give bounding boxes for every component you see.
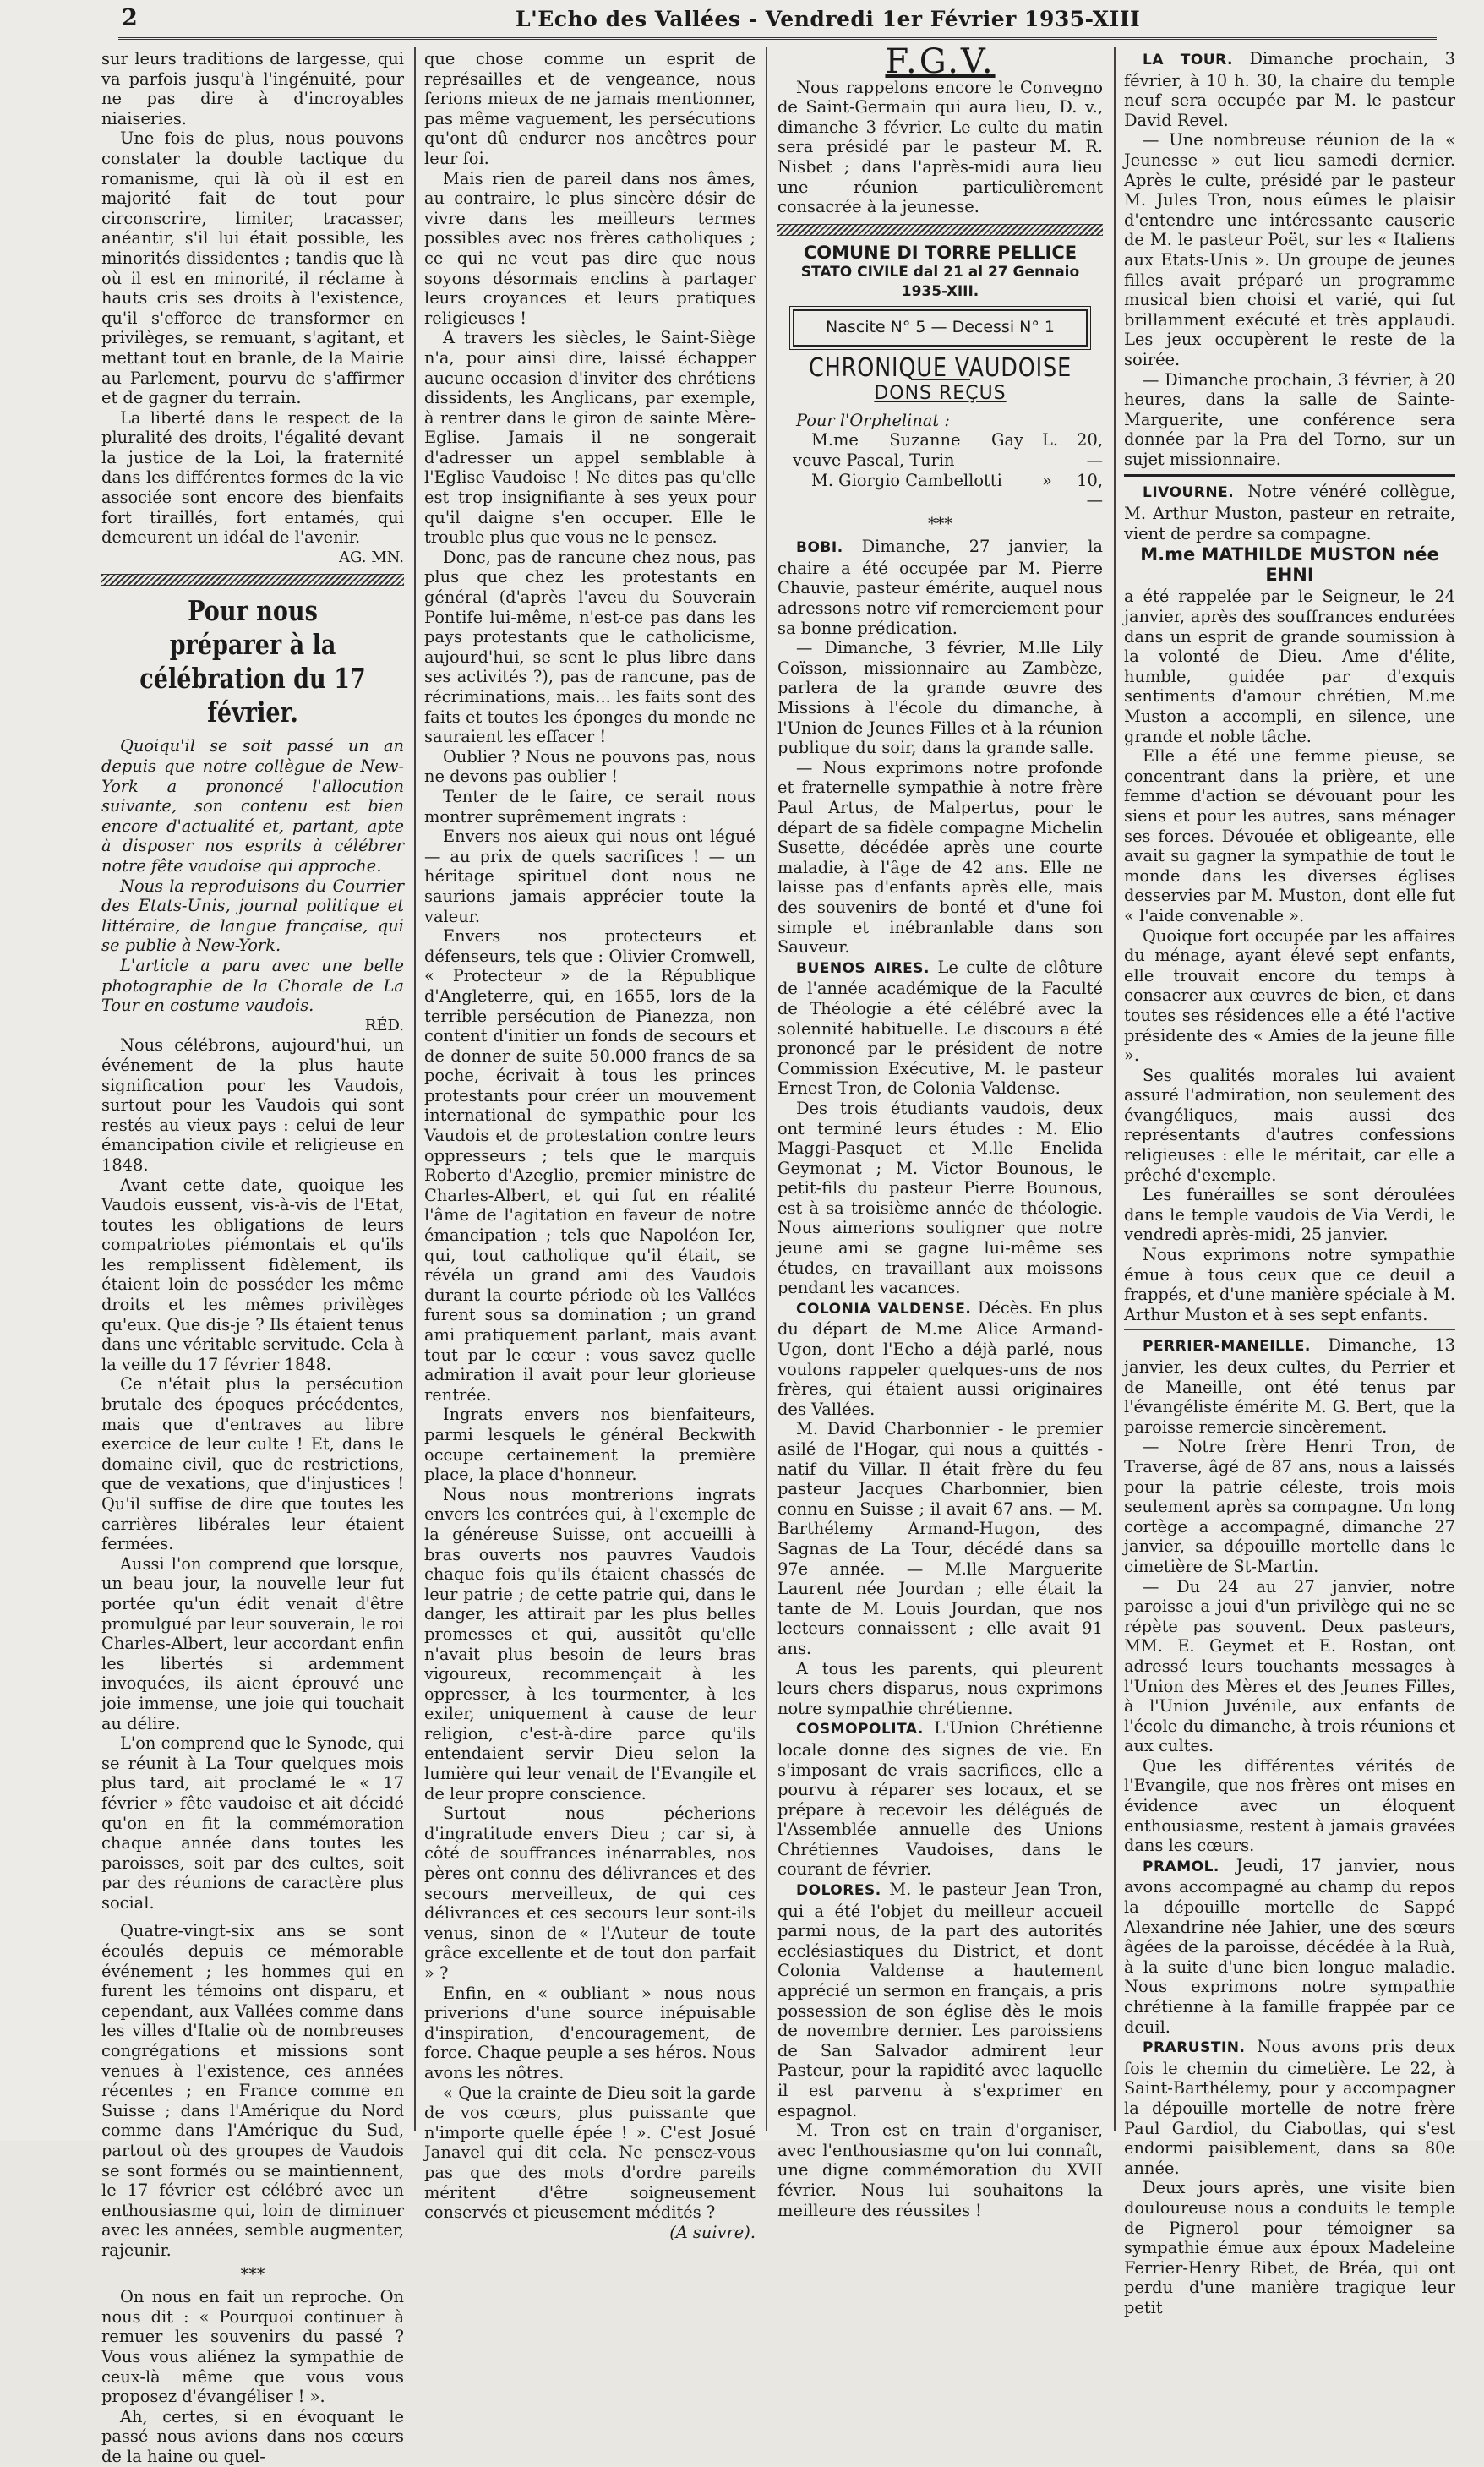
donations-title: DONS REÇUS <box>874 383 1007 405</box>
news-item: BUENOS AIRES. Le culte de clôture de l'année académique de la Faculté de Théologie a été célébré avec la solennité habituelle. Le discours a été prononcé par le président de notre Commission Exécutive, M. le pasteur Ernest Tron, de Colonia Valdense. <box>777 957 1103 1099</box>
signature: AG. MN. <box>339 548 404 566</box>
news-item: COSMOPOLITA. L'Union Chrétienne locale donne des signes de vie. En s'imposant de vrais sacrifices, elle a pourvu à réparer ses locaux, et se prépare à recevoir les délégués de l'Assemblée annuelle des Unions Chrétiennes Vaudoises, dans le courant de février. <box>777 1718 1103 1880</box>
donation-row <box>777 430 1103 470</box>
place-name: BUENOS AIRES. <box>796 959 930 977</box>
obituary-title: M.me MATHILDE MUSTON née EHNI <box>1140 544 1439 585</box>
place-name: LA TOUR. <box>1143 52 1233 68</box>
news-item: — Notre frère Henri Tron, de Traverse, âgé de 87 ans, nous a laissés pour la patrie céleste, trois mois seulement après sa compagne. Un long cortège a accompagné, dimanche 27 janvier, sa dépouille mortelle dans le cimetière de St-Martin. <box>1124 1437 1455 1576</box>
paragraph: Ses qualités morales lui avaient assuré l'admiration, non seulement des évangéliques, mais aussi des représentants d'autres confessions religieuses : elle le méritait, car elle a prêché d'exemple. <box>1124 1065 1455 1185</box>
news-item: COLONIA VALDENSE. Décès. En plus du départ de M.me Alice Armand-Ugon, dont l'Echo a déjà parlé, nous voulons rappeler quelques-uns de nos frères, qui étaient aussi originaires des Vallées. <box>777 1297 1103 1419</box>
column-divider <box>1114 47 1116 2131</box>
intro-paragraph: L'article a paru avec une belle photographie de la Chorale de La Tour en costume vaudois. <box>101 955 404 1016</box>
section-divider <box>101 574 404 586</box>
news-item: Que les différentes vérités de l'Evangile, que nos frères ont mises en évidence avec un éloquent enthousiasme, restent à jamais gravées dans les cœurs. <box>1124 1755 1455 1856</box>
births-deaths-box: Nascite N° 5 — Decessi N° 1 <box>793 309 1088 347</box>
place-name: PERRIER-MANEILLE. <box>1143 1338 1311 1356</box>
column-divider <box>766 47 767 2131</box>
paragraph: Nous nous montrerions ingrats envers les contrées qui, à l'exemple de la généreuse Suisse, ont accueilli à bras ouverts nos pauvres Vaudois chaque fois qu'ils étaient chassés de leur patrie ; de cette patrie qui, dans le danger, les attirait par les plus belles promesses et qui, aussitôt qu'elle n'avait plus besoin de leurs bras vigoureux, recommençait à les oppresser, à les tourmenter, à les exiler, uniquement à cause de leur religion, c'est-à-dire parce qu'ils entendaient servir Dieu selon la lumière qui leur venait de l'Evangile et de leur propre conscience. <box>424 1484 756 1804</box>
donor-name: M.me Suzanne Gay veuve Pascal, Turin <box>793 430 1023 470</box>
paragraph: Nous rappelons encore le Convegno de Saint-Germain qui aura lieu, D. v., dimanche 3 février. Le culte du matin sera présidé par le pasteur M. R. Nisbet ; dans l'après-midi aura lieu une réunion particulièrement consacrée à la jeunesse. <box>777 77 1103 217</box>
column-4 <box>1124 49 1455 2317</box>
paragraph: Nous exprimons notre sympathie émue à tous ceux que ce deuil a frappés, et d'une manière spéciale à M. Arthur Muston et à ses sept enfants. <box>1124 1245 1455 1324</box>
paragraph: Envers nos protecteurs et défenseurs, tels que : Olivier Cromwell, « Protecteur » de la République d'Angleterre, qui, en 1655, lors de la terrible persécution de Pianezza, non content d'initier un fonds de secours et de donner de suite 50.000 francs de sa poche, écrivait à tous les princes protestants pour créer un mouvement international de sympathie pour les Vaudois et de protestation contre leurs oppresseurs ; tels que le marquis Roberto d'Azeglio, premier ministre de Charles-Albert, et qui fut en réalité l'âme de l'agitation en faveur de notre émancipation ; tels que Napoléon Ier, qui, tout catholique qu'il était, se révéla un grand ami des Vaudois durant la courte période où les Vallées furent sous sa domination ; un grand ami pratiquement parlant, mais avant tout par le cœur : vous savez quelle admiration il avait pour leur glorieuse rentrée. <box>424 926 756 1405</box>
paragraph: Nous célébrons, aujourd'hui, un événement de la plus haute signification pour les Vaudois, surtout pour les Vaudois qui sont restés au vieux pays : celui de leur émancipation civile et religieuse en 1848. <box>101 1035 404 1175</box>
place-name: BOBI. <box>796 539 843 557</box>
donor-name: M. Giorgio Cambellotti <box>811 470 1002 490</box>
paragraph: Avant cette date, quoique les Vaudois eussent, vis-à-vis de l'Etat, toutes les obligations de leurs compatriotes piémontais et qu'ils les remplissent fidèlement, ils étaient loin de posséder les même droits et les mêmes privilèges qu'eux. Que dis-je ? Ils étaient tenus dans une véritable servitude. Cela à la veille du 17 février 1848. <box>101 1175 404 1374</box>
news-item: LIVOURNE. Notre vénéré collègue, M. Arthur Muston, pasteur en retraite, vient de perdre sa compagne. <box>1124 482 1455 543</box>
place-name: PRAMOL. <box>1143 1858 1219 1875</box>
to-be-continued: (A suivre). <box>669 2222 756 2242</box>
currency: L. <box>1042 430 1059 450</box>
paragraph: On nous en fait un reproche. On nous dit : « Pourquoi continuer à remuer les souvenirs du passé ? Vous vous aliénez la sympathie de ceux-là même que vous vous proposez d'évangéliser ! ». <box>101 2287 404 2407</box>
paragraph: Ah, certes, si en évoquant le passé nous avions dans nos cœurs de la haine ou quel- <box>101 2406 404 2466</box>
news-item: — Une nombreuse réunion de la « Jeunesse » eut lieu samedi dernier. Après le culte, présidé par le pasteur M. Jules Tron, nous eûmes le plaisir d'entendre une intéressante causerie de M. le pasteur Poët, sur les « Italiens aux Etats-Unis ». Un groupe de jeunes filles avait préparé un programme musical bien choisi et varié, qui fut brillamment exécuté et très applaudi. Les jeux occupèrent le reste de la soirée. <box>1124 130 1455 369</box>
news-item: BOBI. Dimanche, 27 janvier, la chaire a été occupée par M. Pierre Chauvie, pasteur émérite, auquel nous adressons notre vif remerciement pour sa bonne prédication. <box>777 537 1103 638</box>
column-divider <box>414 47 416 2131</box>
fgv-heading: F.G.V. <box>885 42 996 81</box>
paragraph: Tenter de le faire, ce serait nous montrer suprêmement ingrats : <box>424 786 756 827</box>
column-2 <box>424 49 756 2242</box>
paragraph: Les funérailles se sont déroulées dans le temple vaudois de Via Verdi, le vendredi après-midi, 25 janvier. <box>1124 1185 1455 1245</box>
place-name: PRARUSTIN. <box>1143 2039 1246 2057</box>
paragraph: Une fois de plus, nous pouvons constater la double tactique du romanisme, qui là où il est en majorité fait de tout pour circonscrire, limiter, tracasser, anéantir, s'il lui était possible, les minorités dissidentes ; tandis que là où il est en minorité, il réclame à hauts cris ses droits à l'existence, qu'il s'efforce de transformer en privilèges, se remuant, s'agitant, et mettant tout en branle, de la Mairie au Parlement, pourvu de s'affirmer et de gagner du terrain. <box>101 128 404 408</box>
paragraph: Aussi l'on comprend que lorsque, un beau jour, la nouvelle leur fut portée qu'un édit venait d'être promulgué par leur souverain, le roi Charles-Albert, leur accordant enfin les libertés si ardemment invoquées, ils aient éprouvé une joie immense, une joie qui touchait au délire. <box>101 1553 404 1733</box>
intro-paragraph: Nous la reproduisons du Courrier des Etats-Unis, journal politique et littéraire, de langue française, qui se publie à New-York. <box>101 876 404 956</box>
news-item: PRARUSTIN. Nous avons pris deux fois le chemin du cimetière. Le 22, à Saint-Barthélemy, pour y accompagner la dépouille mortelle de notre frère Paul Gardiol, du Ciabotlas, qui s'est endormi paisiblement, dans sa 80e année. <box>1124 2037 1455 2178</box>
paragraph: Mais rien de pareil dans nos âmes, au contraire, le plus sincère désir de vivre dans les meilleurs termes possibles avec nos frères catholiques ; ce qui ne veut pas dire que nous soyons désormais enclins à partager leurs croyances et leurs pratiques religieuses ! <box>424 168 756 328</box>
news-item: — Dimanche prochain, 3 février, à 20 heures, dans la salle de Sainte-Marguerite, une conférence sera donnée par la Pra del Torno, sur un sujet missionnaire. <box>1124 369 1455 469</box>
column-3 <box>777 42 1103 2220</box>
section-title: CHRONIQUE VAUDOISE <box>808 352 1072 383</box>
amount: 10,— <box>1077 470 1103 510</box>
separator-stars: *** <box>927 513 953 533</box>
news-item: Deux jours après, une visite bien douloureuse nous a conduits le temple de Pignerol pour témoigner sa sympathie émue aux époux Madeleine Ferrier-Henry Ribet, de Bréa, qui ont perdu d'une manière tragique leur petit <box>1124 2178 1455 2317</box>
column-1 <box>101 49 404 2466</box>
news-item: PERRIER-MANEILLE. Dimanche, 13 janvier, les deux cultes, du Perrier et de Maneille, ont été tenus par l'évangéliste émérite M. G. Bert, que la paroisse remercie sincèrement. <box>1124 1335 1455 1437</box>
paragraph: Elle a été une femme pieuse, se concentrant dans la prière, et une femme d'action se dévouant pour les siens et pour les autres, sans ménager ses forces. Dévouée et obligeante, elle avait su gagner la sympathie de tout le monde dans les diverses églises desservies par M. Muston, dont elle fut « l'aide convenable ». <box>1124 746 1455 925</box>
place-name: COSMOPOLITA. <box>796 1721 924 1738</box>
currency: » <box>1042 470 1052 490</box>
news-item: DOLORES. M. le pasteur Jean Tron, qui a été l'objet du meilleur accueil parmi nous, de la part des autorités ecclésiastiques du District, et dont Colonia Valdense a hautement apprécié un sermon en français, a pris possession de son église dès le mois de novembre dernier. Les paroissiens de San Salvador admirent leur Pasteur, pour la rapidité avec laquelle il est parvenu à s'exprimer en espagnol. <box>777 1880 1103 2120</box>
separator-stars: *** <box>240 2263 265 2284</box>
paragraph: Quoique fort occupée par les affaires du ménage, ayant élevé sept enfants, elle trouvait encore du temps à consacrer aux œuvres de bien, et dans toutes ses résidences elle a été l'active présidente des « Amies de la jeune fille ». <box>1124 925 1455 1066</box>
paragraph: A travers les siècles, le Saint-Siège n'a, pour ainsi dire, laissé échapper aucune occasion d'inviter des chrétiens dissidents, les Anglicans, par exemple, à rentrer dans le giron de sainte Mère-Eglise. Jamais il ne songerait d'adresser un appel semblable à l'Eglise Vaudoise ! Ne dites pas qu'elle est trop insignifiante à ses yeux pour qu'il daigne s'en occuper. Elle le trouble plus que vous ne le pensez. <box>424 328 756 548</box>
news-item: M. David Charbonnier - le premier asilé de l'Hogar, qui nous a quittés - natif du Villar. Il était frère du feu pasteur Jacques Charbonnier, bien connu en Suisse ; il avait 67 ans. — M. Barthélemy Armand-Hugon, des Sagnas de La Tour, décédé dans sa 97e année. — M.lle Marguerite Laurent née Jourdan ; elle était la tante de M. Louis Jourdan, que nos lecteurs connaissent ; elle avait 91 ans. <box>777 1419 1103 1658</box>
news-item: PRAMOL. Jeudi, 17 janvier, nous avons accompagné au champ du repos la dépouille mortelle de Sappé Alexandrine née Jahier, une des sœurs âgées de la paroisse, décédée à la Ruà, à la suite d'une bien longue maladie. Nous exprimons notre sympathie chrétienne à la famille frappée par ce deuil. <box>1124 1855 1455 2037</box>
paragraph: que chose comme un esprit de représailles et de vengeance, nous ferions mieux de ne jamais mentionner, pas même vaguement, les persécutions qu'ont dû endurer nos ancêtres pour leur foi. <box>424 49 756 168</box>
page-header <box>118 3 1437 40</box>
place-name: LIVOURNE. <box>1143 484 1235 502</box>
page-number: 2 <box>122 5 138 31</box>
paragraph: Ce n'était plus la persécution brutale des époques précédentes, mais que d'entraves au libre exercice de leur culte ! Et, dans le domaine civil, que de restrictions, que de vexations, que d'injustices ! Qu'il suffise de dire que toutes les carrières libérales leur étaient fermées. <box>101 1374 404 1554</box>
paragraph: Donc, pas de rancune chez nous, pas plus que chez les protestants en général (d'après l'aveu du Souverain Pontife lui-même, n'est-ce pas dans les pays protestants que le catholicisme, aujourd'hui, se sent le plus libre dans ses activités ?), pas de rancune, pas de récriminations, mais... les faits sont des faits et toutes les éponges du monde ne sauraient les effacer ! <box>424 547 756 747</box>
paragraph: Quatre-vingt-six ans se sont écoulés depuis ce mémorable événement ; les hommes qui en furent les témoins ont disparu, et cependant, aux Vallées comme dans les villes d'Italie où de nombreuses congrégations et missions sont venues à l'existence, ces années récentes ; en France comme en Suisse ; dans l'Amérique du Nord comme dans l'Amérique du Sud, partout où des groupes de Vaudois se sont formés ou se maintiennent, le 17 février est célébré avec un enthousiasme qui, loin de diminuer avec les années, semble augmenter, rajeunir. <box>101 1921 404 2260</box>
place-name: DOLORES. <box>796 1882 881 1900</box>
place-name: COLONIA VALDENSE. <box>796 1300 972 1318</box>
commune-heading: COMUNE DI TORRE PELLICE <box>803 242 1078 263</box>
news-item: LA TOUR. Dimanche prochain, 3 février, à 10 h. 30, la chaire du temple neuf sera occupée par M. le pasteur David Revel. <box>1124 49 1455 130</box>
paragraph: Envers nos aieux qui nous ont légué — au prix de quels sacrifices ! — un héritage spirituel dont nous ne saurions jamais apprécier toute la valeur. <box>424 827 756 926</box>
paragraph: Enfin, en « oubliant » nous nous priverions d'une source inépuisable d'inspiration, d'encouragement, de force. Chaque peuple a ses héros. Nous avons les nôtres. <box>424 1983 756 2082</box>
donations-purpose: Pour l'Orphelinat : <box>796 410 950 430</box>
amount: 20,— <box>1077 430 1103 470</box>
news-item: M. Tron est en train d'organiser, avec l'enthousiasme qu'on lui connaît, une digne commémoration du XVII février. Nous lui souhaitons la meilleure des réussites ! <box>777 2120 1103 2220</box>
civil-status-subtitle: STATO CIVILE dal 21 al 27 Gennaio 1935-XIII. <box>800 263 1080 301</box>
paragraph: Ingrats envers nos bienfaiteurs, parmi lesquels le général Beckwith occupe certainement la première place, la place d'honneur. <box>424 1405 756 1485</box>
paragraph: Surtout nous pécherions d'ingratitude envers Dieu ; car si, à côté de souffrances inénarrables, nos pères ont connu des délivrances et des secours merveilleux, de qui ces délivrances et ces secours leur sont-ils venus, sinon de « l'Auteur de toute grâce excellente et de tout don parfait » ? <box>424 1804 756 1983</box>
paragraph: La liberté dans le respect de la pluralité des droits, l'égalité devant la justice de la Loi, la fraternité dans les différentes formes de la vie associée sont encore des bienfaits fort tiraillés, fort entamés, qui demeurent un idéal de l'avenir. <box>101 407 404 548</box>
paragraph: a été rappelée par le Seigneur, le 24 janvier, après des souffrances endurées dans un esprit de grande soumission à la volonté de Dieu. Ame d'élite, humble, guidée par d'exquis sentiments d'amour chrétien, M.me Muston a accompli, en silence, une grande et noble tâche. <box>1124 587 1455 746</box>
news-item: A tous les parents, qui pleurent leurs chers disparus, nous exprimons notre sympathie chrétienne. <box>777 1658 1103 1718</box>
news-item: — Dimanche, 3 février, M.lle Lily Coïsson, missionnaire au Zambèze, parlera de la grande œuvre des Missions à l'école du dimanche, à l'Union de Jeunes Filles et à la réunion publique du soir, dans la grande salle. <box>777 638 1103 758</box>
news-item: Des trois étudiants vaudois, deux ont terminé leurs études : M. Elio Maggi-Pasquet et M.lle Enelida Geymonat ; M. Victor Bounous, le petit-fils du pasteur Pierre Bounous, est à sa troisième année de théologie. Nous aimerions souligner que notre jeune ami se gagne lui-même ses études, en travaillant aux moissons pendant les vacances. <box>777 1098 1103 1298</box>
news-item: — Du 24 au 27 janvier, notre paroisse a joui d'un privilège qui ne se répète pas souvent. Deux pasteurs, MM. E. Geymet et E. Rostan, ont adressé leurs touchants messages à l'Union des Mères et des Jeunes Filles, à l'Union Juvénile, aux enfants de l'école du dimanche, à trois réunions et aux cultes. <box>1124 1576 1455 1756</box>
article-title: Pour nous préparer à la célébration du 17 février. <box>139 594 366 729</box>
section-divider <box>777 224 1103 236</box>
paragraph: sur leurs traditions de largesse, qui va parfois jusqu'à l'ingénuité, pour ne pas dire à d'incroyables niaiseries. <box>101 49 404 128</box>
paragraph: L'on comprend que le Synode, qui se réunit à La Tour quelques mois plus tard, ait proclamé le « 17 février » fête vaudoise et ait décidé qu'on en fit la commémoration chaque année dans toutes les paroisses, soit par des cultes, soit par des réunions de caractère plus social. <box>101 1733 404 1913</box>
masthead: L'Echo des Vallées - Vendredi 1er Février 1935-XIII <box>516 7 1141 31</box>
donation-row <box>777 471 1103 510</box>
news-item: — Nous exprimons notre profonde et fraternelle sympathie à notre frère Paul Artus, de Malpertus, pour le départ de sa fidèle compagne Michelin Susette, décédée après une courte maladie, à l'âge de 42 ans. Elle ne laisse pas d'enfants après elle, mais des souvenirs de bonté et d'une foi simple et inébranlable dans son Sauveur. <box>777 757 1103 958</box>
article-intro <box>101 736 404 1015</box>
paragraph: Oublier ? Nous ne pouvons pas, nous ne devons pas oublier ! <box>424 746 756 787</box>
intro-paragraph: Quoiqu'il se soit passé un an depuis que notre collègue de New-York a prononcé l'allocution suivante, son contenu est bien encore d'actualité et, partant, apte à disposer nos esprits à célébrer notre fête vaudoise qui approche. <box>101 736 404 876</box>
editor-signature: RÉD. <box>364 1016 404 1034</box>
paragraph: « Que la crainte de Dieu soit la garde de vos cœurs, plus puissante que n'importe quelle épée ! ». C'est Josué Janavel qui dit cela. Ne pensez-vous pas que des mots d'ordre pareils méritent d'être soigneusement conservés et pieusement médités ? <box>424 2082 756 2223</box>
